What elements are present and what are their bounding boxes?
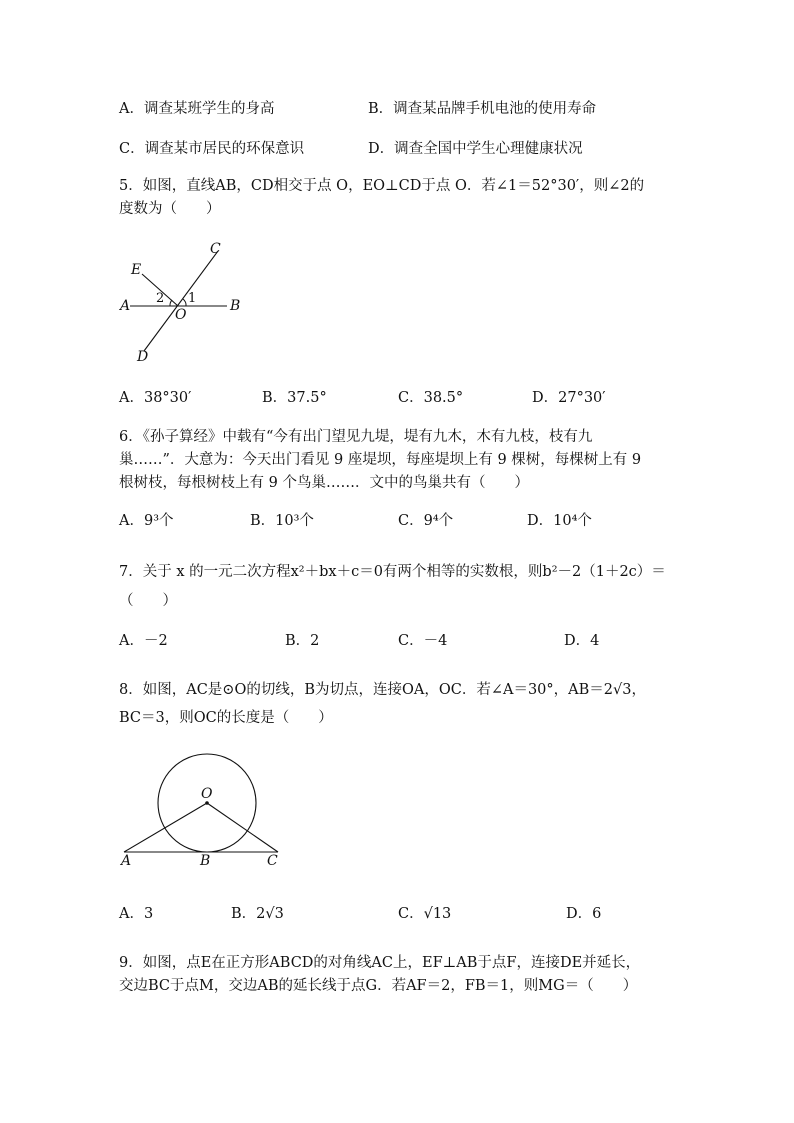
- q6-option-d: D．10⁴个: [527, 513, 592, 529]
- q4-option-a: A．调查某班学生的身高: [119, 101, 275, 117]
- q5-option-a: A．38°30′: [119, 390, 192, 406]
- q4-option-b: B．调查某品牌手机电池的使用寿命: [368, 101, 597, 117]
- q9-stem-line1: 9．如图，点E在正方形ABCD的对角线AC上，EF⊥AB于点F，连接DE并延长，: [119, 955, 641, 971]
- q5-label-a: A: [120, 298, 131, 314]
- q5-option-d: D．27°30′: [532, 390, 606, 406]
- q7-stem-line1: 7．关于 x 的一元二次方程x²＋bx＋c＝0有两个相等的实数根，则b²－2（1＋2c）＝: [119, 564, 666, 580]
- q5-label-e: E: [131, 262, 142, 278]
- q8-option-a: A．3: [119, 906, 154, 922]
- q8-stem-line1: 8．如图，AC是⊙O的切线，B为切点，连接OA，OC．若∠A＝30°，AB＝2√3，: [119, 682, 646, 698]
- q8-label-c: C: [267, 853, 278, 869]
- angle-1-arc: [183, 299, 186, 306]
- q8-option-b: B．2√3: [231, 906, 284, 922]
- q4-option-c: C．调查某市居民的环保意识: [119, 141, 305, 157]
- q6-option-c: C．9⁴个: [398, 513, 454, 529]
- q5-label-2: 2: [156, 291, 165, 306]
- q4-option-d: D．调查全国中学生心理健康状况: [368, 141, 583, 157]
- q8-label-o: O: [201, 786, 213, 802]
- q9-stem-line2: 交边BC于点M，交边AB的延长线于点G．若AF＝2，FB＝1，则MG＝（ ）: [119, 978, 638, 994]
- q6-stem-line1: 6．《孙子算经》中载有“今有出门望见九堤，堤有九木，木有九枝，枝有九: [119, 429, 593, 445]
- q7-option-c: C．－4: [398, 633, 448, 649]
- q8-figure: [112, 748, 292, 873]
- q7-stem-line2: （ ）: [119, 593, 177, 609]
- q5-label-b: B: [230, 298, 241, 314]
- q5-option-b: B．37.5°: [262, 390, 327, 406]
- angle-2-arc: [170, 300, 172, 306]
- q6-stem-line3: 根树枝，每根树枝上有 9 个鸟巢……．文中的鸟巢共有（ ）: [119, 475, 529, 491]
- q8-label-a: A: [121, 853, 132, 869]
- q5-stem-line1: 5．如图，直线AB，CD相交于点 O，EO⊥CD于点 O．若∠1＝52°30′，则∠2的: [119, 178, 645, 194]
- q5-option-c: C．38.5°: [398, 390, 464, 406]
- q5-label-c: C: [210, 241, 221, 257]
- q5-figure: [112, 236, 262, 366]
- q5-label-1: 1: [188, 291, 197, 306]
- q6-option-a: A．9³个: [119, 513, 174, 529]
- q6-stem-line2: 巢……”．大意为：今天出门看见 9 座堤坝，每座堤坝上有 9 棵树，每棵树上有 9: [119, 452, 642, 468]
- segment-oc: [207, 803, 278, 852]
- q8-option-c: C．√13: [398, 906, 452, 922]
- q7-option-d: D．4: [564, 633, 600, 649]
- q8-option-d: D．6: [566, 906, 602, 922]
- q5-label-d: D: [137, 349, 149, 365]
- q5-label-o: O: [175, 307, 187, 323]
- q5-stem-line2: 度数为（ ）: [119, 201, 221, 217]
- q7-option-b: B．2: [285, 633, 320, 649]
- q6-option-b: B．10³个: [250, 513, 314, 529]
- q8-stem-line2: BC＝3，则OC的长度是（ ）: [119, 710, 333, 726]
- segment-oa: [124, 803, 207, 852]
- q7-option-a: A．－2: [119, 633, 168, 649]
- q8-label-b: B: [200, 853, 211, 869]
